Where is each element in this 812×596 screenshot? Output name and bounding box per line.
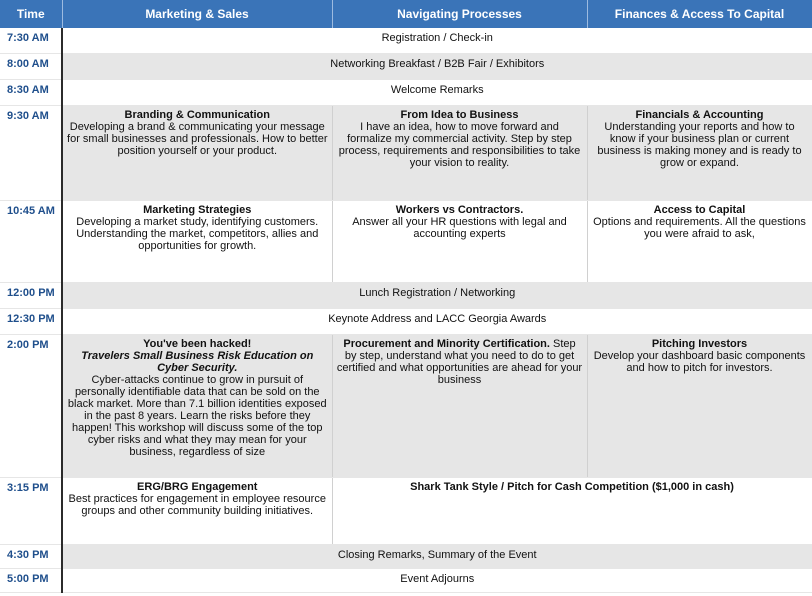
time-cell: 7:30 AM [0, 28, 62, 53]
agenda-row [0, 200, 812, 282]
time-cell: 8:00 AM [0, 53, 62, 79]
header-navigating-processes: Navigating Processes [332, 0, 587, 28]
time-cell: 2:00 PM [0, 334, 62, 477]
time-cell: 12:30 PM [0, 308, 62, 334]
session-cell [332, 200, 587, 282]
plenary-cell: Networking Breakfast / B2B Fair / Exhibitors [62, 53, 812, 79]
session-description: Cyber-attacks continue to grow in pursuit of personally identifiable data that can be sold on the black market. More than 7.1 billion identities exposed in the past 8 years. Learn the risks before they happen! This workshop will discuss some of the top cyber risks and what they may mean for your business, regardless of size [67, 373, 327, 458]
agenda-row [0, 308, 812, 334]
session-cell [587, 105, 812, 200]
agenda-row [0, 568, 812, 592]
plenary-cell: Keynote Address and LACC Georgia Awards [62, 308, 812, 334]
session-title: Procurement and Minority Certification. [343, 337, 550, 350]
session-title: Branding & Communication [124, 108, 270, 121]
session-description: Develop your dashboard basic components and how to pitch for investors. [593, 349, 806, 374]
agenda-row [0, 477, 812, 544]
session-description: I have an idea, how to move forward and formalize my commercial activity. Step by step process, requirements and responsibilities to take your vision to reality. [338, 120, 581, 169]
session-cell-wide [332, 477, 812, 544]
session-description: Understanding your reports and how to know if your business plan or current business is making money and is ready to grow or expand. [597, 120, 802, 169]
agenda-row [0, 334, 812, 477]
time-cell: 9:30 AM [0, 105, 62, 200]
plenary-cell: Welcome Remarks [62, 79, 812, 105]
plenary-cell: Lunch Registration / Networking [62, 282, 812, 308]
header-marketing-sales: Marketing & Sales [62, 0, 332, 28]
plenary-cell: Registration / Check-in [62, 28, 812, 53]
session-title: Pitching Investors [651, 337, 748, 350]
session-title: ERG/BRG Engagement [137, 480, 258, 493]
session-title: Marketing Strategies [143, 203, 252, 216]
session-cell [587, 334, 812, 477]
session-description: Options and requirements. All the questions you were afraid to ask, [593, 215, 806, 240]
session-description: Developing a brand & communicating your message for small businesses and professionals. How to better position yourself or your product. [67, 120, 328, 157]
session-cell [332, 334, 587, 477]
session-title: You've been hacked! [143, 337, 252, 350]
time-cell: 4:30 PM [0, 544, 62, 568]
session-description: Step by step, understand what you need to do to get certified and what opportunities are ahead for your business [336, 337, 583, 386]
time-cell: 5:00 PM [0, 568, 62, 592]
time-cell: 3:15 PM [0, 477, 62, 544]
header-finances-capital: Finances & Access To Capital [587, 0, 812, 28]
session-title: Access to Capital [653, 203, 746, 216]
session-cell [62, 477, 332, 544]
session-cell [62, 105, 332, 200]
session-title: Financials & Accounting [635, 108, 764, 121]
session-cell [587, 200, 812, 282]
plenary-cell: Closing Remarks, Summary of the Event [62, 544, 812, 568]
time-cell: 8:30 AM [0, 79, 62, 105]
session-cell [62, 200, 332, 282]
header-row [0, 0, 812, 28]
session-title: Shark Tank Style / Pitch for Cash Competition ($1,000 in cash) [410, 480, 734, 493]
session-description: Best practices for engagement in employee resource groups and other community building initiatives. [68, 492, 326, 517]
plenary-cell: Event Adjourns [62, 568, 812, 592]
agenda-row [0, 79, 812, 105]
session-subtitle: Travelers Small Business Risk Education on Cyber Security. [81, 349, 314, 374]
session-cell [62, 334, 332, 477]
session-description: Answer all your HR questions with legal and accounting experts [352, 215, 567, 240]
agenda-row [0, 282, 812, 308]
time-cell: 10:45 AM [0, 200, 62, 282]
agenda-row [0, 53, 812, 79]
session-title: From Idea to Business [400, 108, 519, 121]
time-cell: 12:00 PM [0, 282, 62, 308]
session-description: Developing a market study, identifying customers. Understanding the market, competitors, allies and opportunities for growth. [76, 215, 319, 252]
agenda-row [0, 544, 812, 568]
agenda-row [0, 28, 812, 53]
session-title: Workers vs Contractors. [395, 203, 524, 216]
agenda-row [0, 105, 812, 200]
session-cell [332, 105, 587, 200]
header-time: Time [0, 0, 62, 28]
